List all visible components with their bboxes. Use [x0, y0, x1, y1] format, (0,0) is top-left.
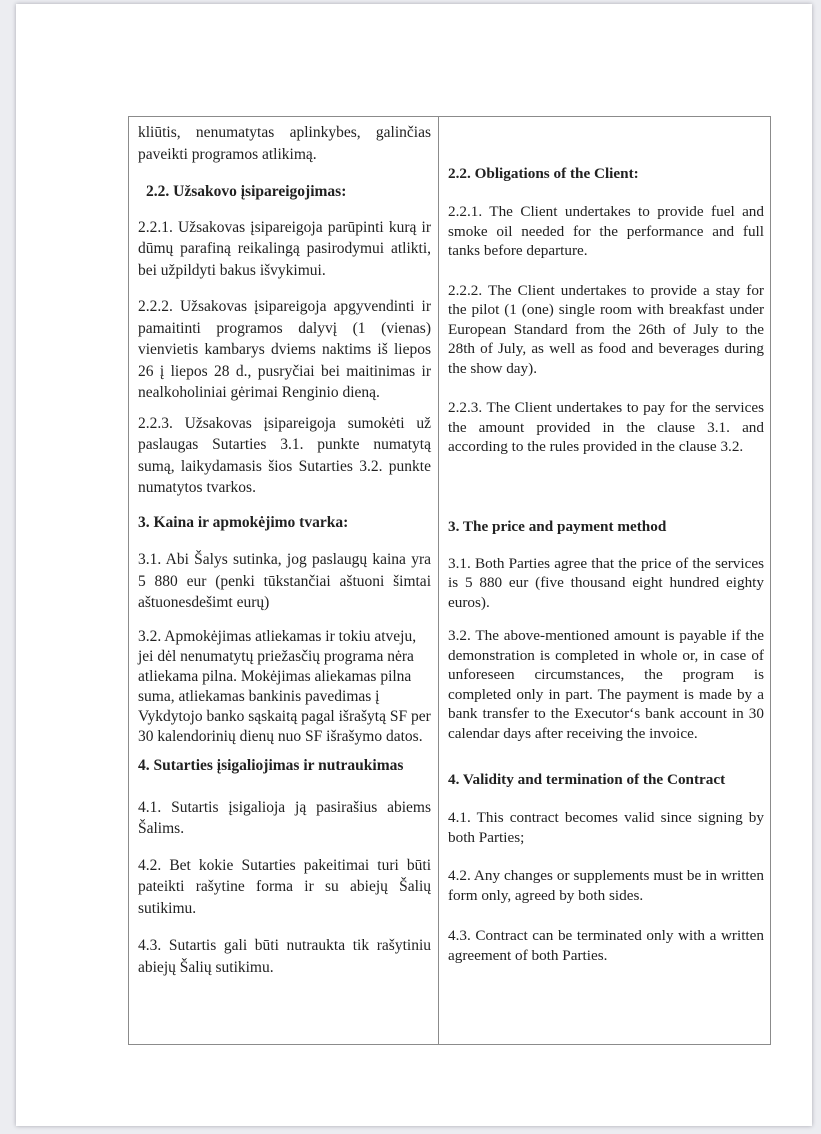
clause-paragraph: 2.2.1. Užsakovas įsipareigoja parūpinti kurą ir dūmų parafiną reikalingą pasirodymui atlikti, bei užpildyti bakus išvykimui.: [138, 218, 431, 279]
clause-paragraph: 4.1. This contract becomes valid since signing by both Parties;: [448, 809, 764, 846]
clause-paragraph: 2.2.1. The Client undertakes to provide fuel and smoke oil needed for the performance and full tanks before departure.: [448, 203, 764, 259]
clause-paragraph: 4.2. Any changes or supplements must be in written form only, agreed by both sides.: [448, 867, 764, 904]
clause-paragraph: 3.1. Both Parties agree that the price of the services is 5 880 eur (five thousand eight hundred eighty euros).: [448, 554, 764, 611]
clause-paragraph: 3.2. The above-mentioned amount is payable if the demonstration is completed in whole or, in case of unforeseen circumstances, the program is completed only in part. The payment is made by a bank transfer to the Executor‘s bank account in 30 calendar days after receiving the invoice.: [448, 627, 764, 742]
contract-column-english: [439, 117, 770, 1044]
document-page: [16, 4, 812, 1126]
clause-paragraph: 4.3. Contract can be terminated only with a written agreement of both Parties.: [448, 927, 764, 964]
contract-table: [128, 116, 771, 1045]
clause-paragraph: 3.2. Apmokėjimas atliekamas ir tokiu atveju, jei dėl nenumatytų priežasčių programa nėra atliekama pilna. Mokėjimas aliekamas pilna suma, atliekamas bankinis pavedimas į Vykdytojo banko sąskaitą pagal išrašytą SF per 30 kalendorinių dienų nuo SF išrašymo datos.: [138, 627, 431, 745]
section-heading: 4. Validity and termination of the Contract: [448, 771, 726, 788]
clause-paragraph: 2.2.3. The Client undertakes to pay for the services the amount provided in the clause 3.1. and according to the rules provided in the clause 3.2.: [448, 399, 764, 455]
section-heading: 2.2. Užsakovo įsipareigojimas:: [146, 183, 347, 200]
clause-paragraph: kliūtis, nenumatytas aplinkybes, galinčias paveikti programos atlikimą.: [138, 124, 431, 163]
clause-paragraph: 2.2.3. Užsakovas įsipareigoja sumokėti už paslaugas Sutarties 3.1. punkte numatytą sumą, laikydamasis šios Sutarties 3.2. punkte numatytos tvarkos.: [138, 414, 431, 497]
clause-paragraph: 4.3. Sutartis gali būti nutraukta tik rašytiniu abiejų Šalių sutikimu.: [138, 937, 431, 976]
section-heading: 3. Kaina ir apmokėjimo tvarka:: [138, 513, 349, 531]
clause-paragraph: 4.1. Sutartis įsigalioja ją pasirašius abiems Šalims.: [138, 798, 431, 838]
contract-column-lithuanian: [129, 117, 439, 1044]
section-heading: 3. The price and payment method: [448, 517, 667, 535]
clause-paragraph: 2.2.2. The Client undertakes to provide a stay for the pilot (1 (one) single room with breakfast under European Standard from the 26th of July to the 28th of July, as well as food and beverages during the show day).: [448, 281, 764, 377]
clause-paragraph: 2.2.2. Užsakovas įsipareigoja apgyvendinti ir pamaitinti programos dalyvį (1 (vienas) vienvietis kambarys dviems naktims iš liepos 26 į liepos 28 d., pusryčiai bei maitinimas ir nealkoholiniai gėrimai Renginio dieną.: [138, 298, 431, 402]
section-heading: 2.2. Obligations of the Client:: [448, 165, 639, 182]
section-heading: 4. Sutarties įsigaliojimas ir nutraukimas: [138, 756, 404, 774]
clause-paragraph: 3.1. Abi Šalys sutinka, jog paslaugų kaina yra 5 880 eur (penki tūkstančiai aštuoni šimtai aštuonesdešimt eurų): [138, 551, 431, 612]
clause-paragraph: 4.2. Bet kokie Sutarties pakeitimai turi būti pateikti rašytine forma ir su abiejų Šalių sutikimu.: [138, 856, 431, 917]
